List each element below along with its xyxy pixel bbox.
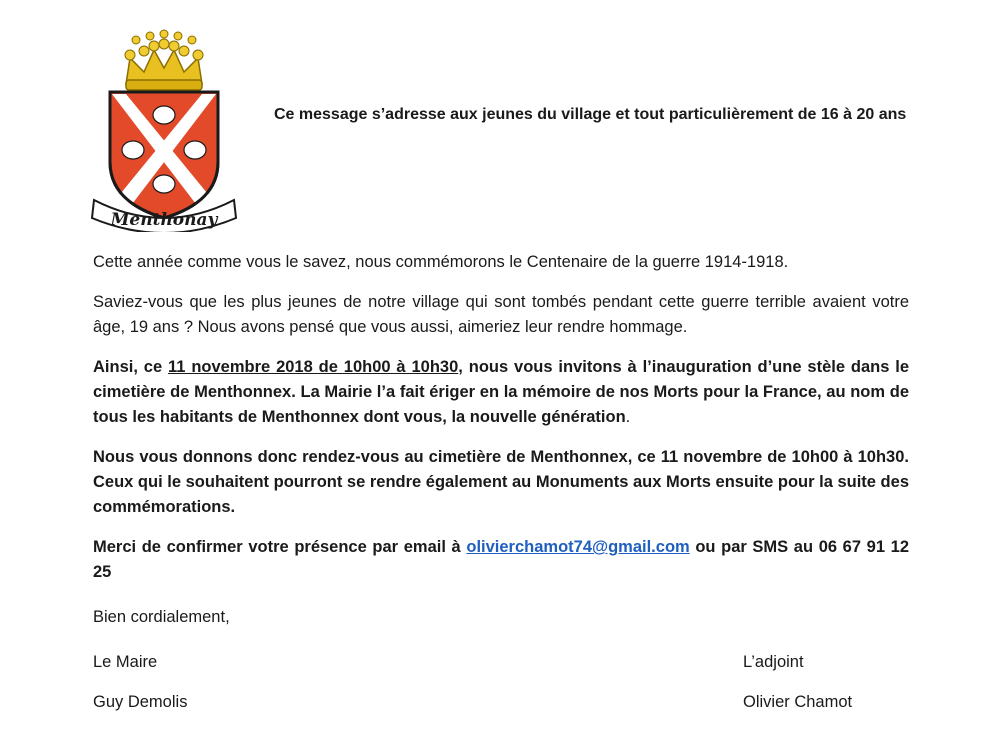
paragraph-intro: Cette année comme vous le savez, nous commémorons le Centenaire de la guerre 1914-1918.: [93, 253, 789, 271]
confirm-prefix: Merci de confirmer votre présence par email à: [93, 538, 467, 556]
invitation-text: , nous vous invitons à l’inauguration d’une stèle dans le cimetière de Menthonnex. La Mairie l’a fait ériger en la mémoire de nos Morts pour la France, au nom de tous les habitants de Menthonnex dont vous, la nouvelle génération: [93, 358, 910, 426]
signature-right-name: Olivier Chamot: [743, 693, 853, 711]
banner-text: Menthonay: [110, 210, 218, 230]
email-link[interactable]: olivierchamot74@gmail.com: [466, 538, 690, 556]
paragraph-meeting: Nous vous donnons donc rendez-vous au cimetière de Menthonnex, ce 11 novembre de 10h00 à 10h30. Ceux qui le souhaitent pourront se rendre également au Monuments aux Morts ensuite pour la suite des commémorations.: [93, 448, 909, 516]
confirm-suffix: ou par SMS au 06 67 91 12 25: [93, 538, 909, 581]
invitation-prefix: Ainsi, ce: [93, 358, 169, 376]
crown-icon: [125, 30, 203, 90]
closing-line: Bien cordialement,: [93, 608, 230, 626]
header-message: Ce message s’adresse aux jeunes du village et tout particulièrement de 16 à 20 ans: [274, 106, 907, 123]
signature-left-name: Guy Demolis: [93, 693, 188, 711]
paragraph-confirm: [93, 535, 909, 585]
paragraph-tribute: Saviez-vous que les plus jeunes de notre village qui sont tombés pendant cette guerre terrible avaient votre âge, 19 ans ? Nous avons pensé que vous aussi, aimeriez leur rendre hommage.: [93, 293, 909, 336]
signature-left-role: Le Maire: [93, 653, 158, 671]
event-date: 11 novembre 2018 de 10h00 à 10h30: [168, 358, 459, 376]
coat-of-arms-logo: [88, 22, 240, 232]
letter-body: [93, 250, 909, 630]
paragraph-invitation: [93, 355, 909, 430]
invitation-end: .: [625, 408, 631, 426]
signature-right-role: L’adjoint: [743, 653, 804, 671]
